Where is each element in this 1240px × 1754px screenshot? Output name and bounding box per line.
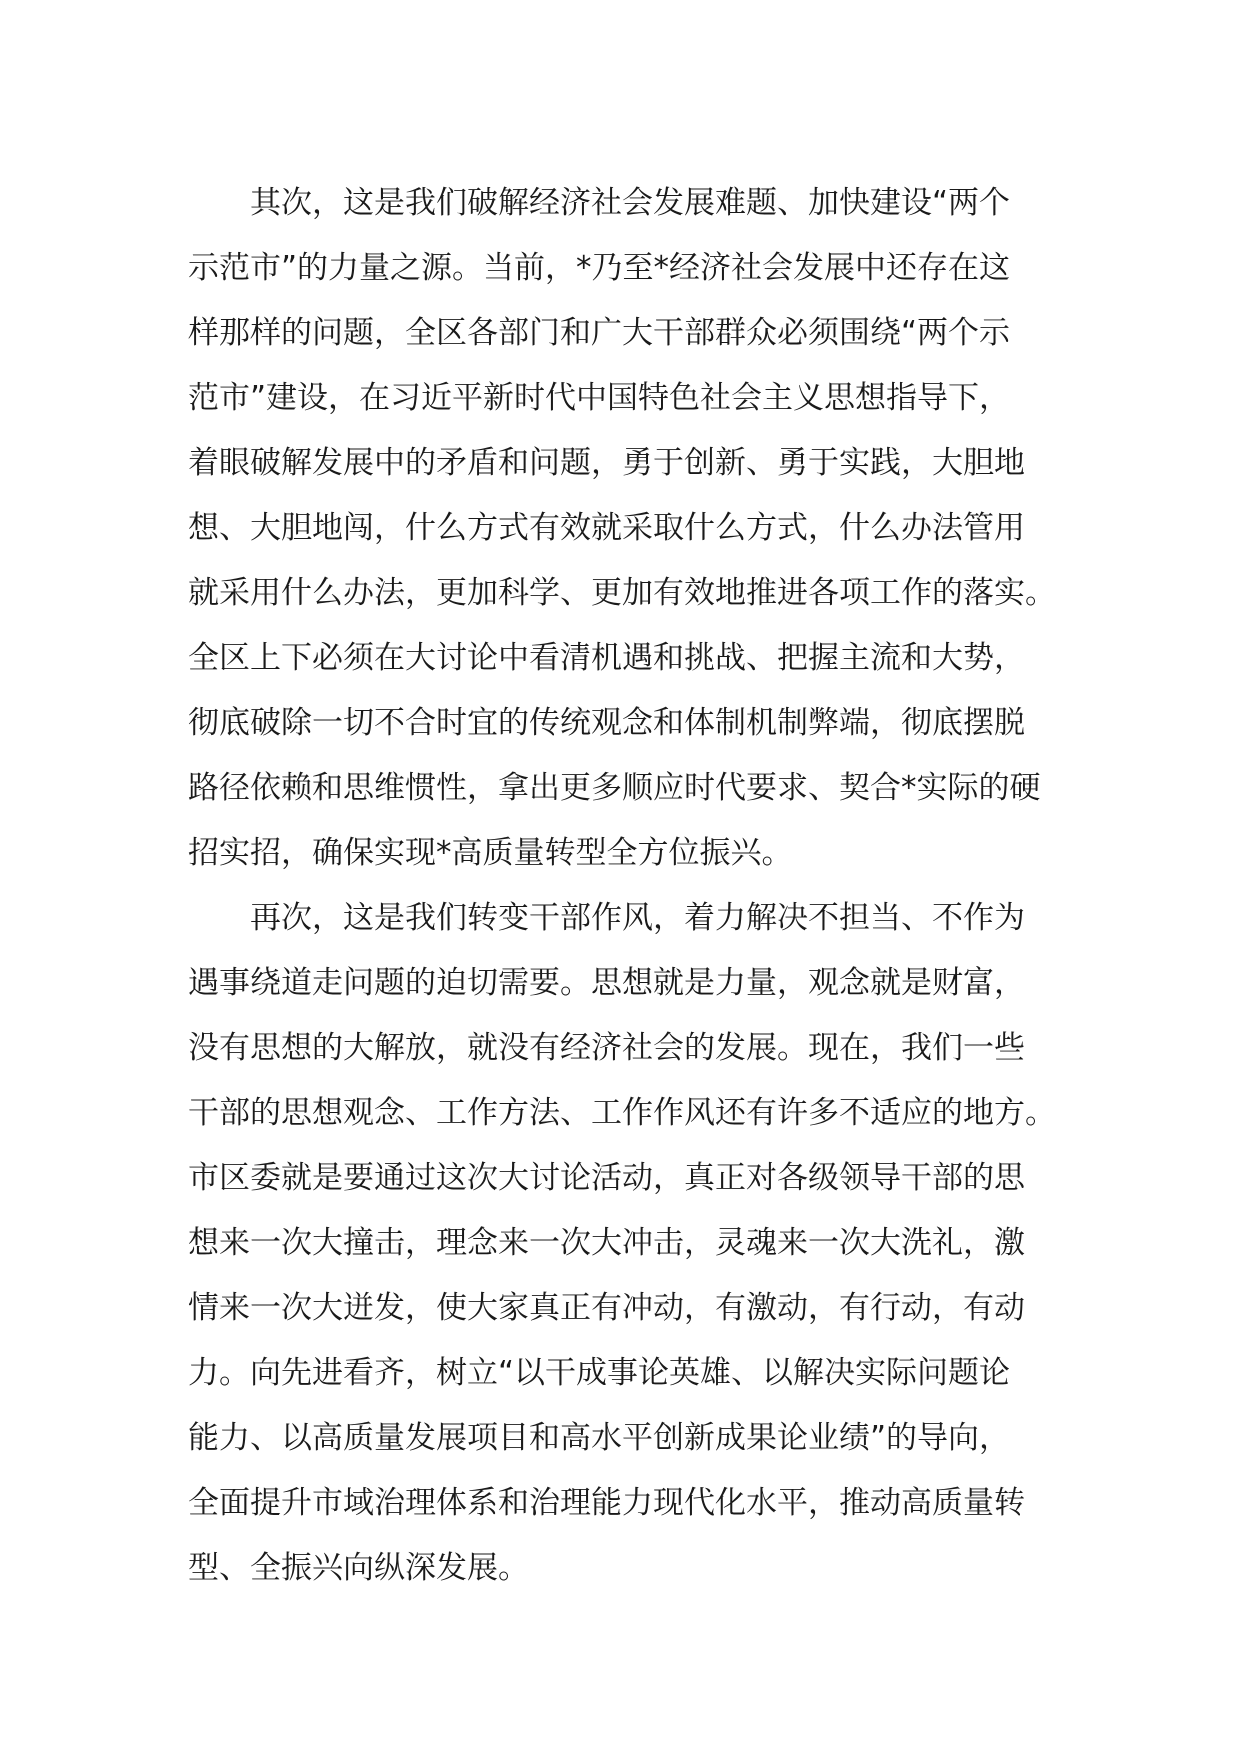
text-line: 彻底破除一切不合时宜的传统观念和体制机制弊端，彻底摆脱	[188, 705, 1025, 741]
text-line: 示范市”的力量之源。当前，*乃至*经济社会发展中还存在这	[188, 250, 1011, 286]
text-line: 就采用什么办法，更加科学、更加有效地推进各项工作的落实。	[188, 575, 1056, 611]
text-line: 着眼破解发展中的矛盾和问题，勇于创新、勇于实践，大胆地	[188, 445, 1025, 481]
text-line: 招实招，确保实现*高质量转型全方位振兴。	[188, 835, 793, 871]
text-line: 情来一次大迸发，使大家真正有冲动，有激动，有行动，有动	[188, 1290, 1025, 1326]
paragraph-2	[188, 886, 1088, 1601]
text-line: 想、大胆地闯，什么方式有效就采取什么方式，什么办法管用	[188, 510, 1025, 546]
text-line: 市区委就是要通过这次大讨论活动，真正对各级领导干部的思	[188, 1160, 1025, 1196]
text-line: 全面提升市域治理体系和治理能力现代化水平，推动高质量转	[188, 1485, 1025, 1521]
text-line: 能力、以高质量发展项目和高水平创新成果论业绩”的导向，	[188, 1420, 1011, 1456]
text-line: 再次，这是我们转变干部作风，着力解决不担当、不作为	[250, 900, 1025, 936]
text-line: 想来一次大撞击，理念来一次大冲击，灵魂来一次大洗礼，激	[188, 1225, 1025, 1261]
text-line: 力。向先进看齐，树立“以干成事论英雄、以解决实际问题论	[188, 1355, 1011, 1391]
text-line: 没有思想的大解放，就没有经济社会的发展。现在，我们一些	[188, 1030, 1025, 1066]
text-line: 干部的思想观念、工作方法、工作作风还有许多不适应的地方。	[188, 1095, 1056, 1131]
text-line: 全区上下必须在大讨论中看清机遇和挑战、把握主流和大势，	[188, 640, 1025, 676]
text-line: 路径依赖和思维惯性，拿出更多顺应时代要求、契合*实际的硬	[188, 770, 1041, 806]
text-line: 样那样的问题，全区各部门和广大干部群众必须围绕“两个示	[188, 315, 1011, 351]
text-line: 范市”建设，在习近平新时代中国特色社会主义思想指导下，	[188, 380, 1011, 416]
text-line: 型、全振兴向纵深发展。	[188, 1550, 529, 1586]
document-body	[188, 171, 1088, 1601]
text-line: 其次，这是我们破解经济社会发展难题、加快建设“两个	[250, 185, 1011, 221]
text-line: 遇事绕道走问题的迫切需要。思想就是力量，观念就是财富，	[188, 965, 1025, 1001]
paragraph-1	[188, 171, 1088, 886]
